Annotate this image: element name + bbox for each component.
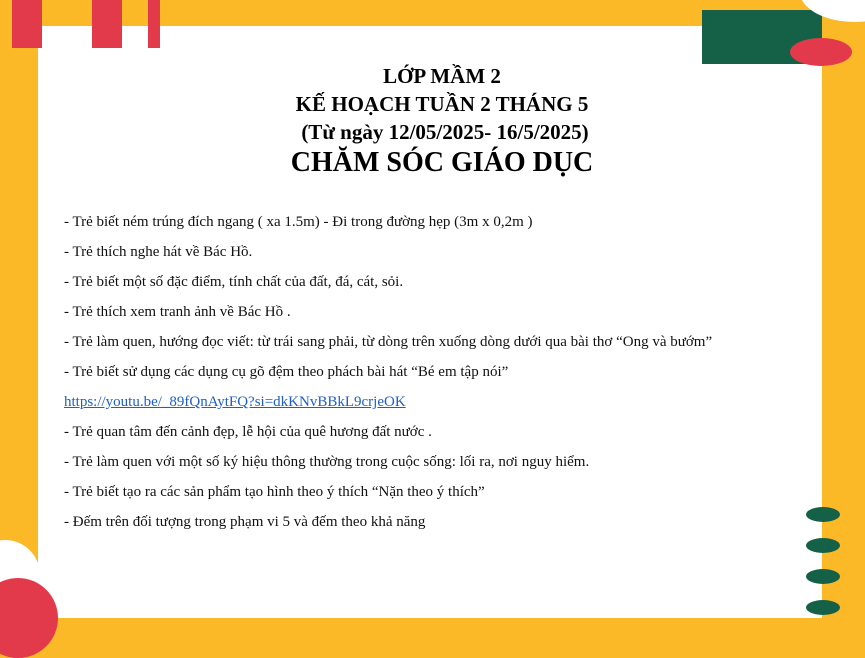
goal-item-modeling: - Trẻ biết tạo ra các sản phẩm tạo hình theo ý thích “Nặn theo ý thích”: [64, 484, 485, 500]
goal-item-signs: - Trẻ làm quen với một số ký hiệu thông thường trong cuộc sống: lối ra, nơi nguy hiểm.: [64, 454, 590, 470]
goal-item-festivals: - Trẻ quan tâm đến cảnh đẹp, lễ hội của quê hương đất nước .: [64, 424, 432, 440]
youtube-link-row: [64, 391, 824, 421]
plan-title: KẾ HOẠCH TUẦN 2 THÁNG 5: [295, 92, 589, 116]
class-name: LỚP MẦM 2: [383, 64, 501, 88]
heading-block: [38, 62, 822, 180]
section-title: CHĂM SÓC GIÁO DỤC: [290, 147, 594, 178]
goal-item-percussion: - Trẻ biết sử dụng các dụng cụ gõ đệm theo phách bài hát “Bé em tập nói”: [64, 364, 509, 380]
goal-item-counting: - Đếm trên đối tượng trong phạm vi 5 và đếm theo khả năng: [64, 514, 426, 530]
goal-list: [64, 211, 824, 541]
decor-red-bar-2: [92, 0, 122, 48]
goal-item-reading: - Trẻ làm quen, hướng đọc viết: từ trái sang phải, từ dòng trên xuống dòng dưới qua bài thơ “Ong và bướm”: [64, 334, 713, 350]
decor-green-pill-4: [806, 600, 840, 615]
youtube-link[interactable]: https://youtu.be/_89fQnAytFQ?si=dkKNvBBkL9crjeOK: [64, 394, 406, 410]
decor-red-bar-1: [12, 0, 42, 48]
decor-red-bar-3: [148, 0, 160, 48]
goal-item-soil-stone: - Trẻ biết một số đặc điểm, tính chất của đất, đá, cát, sỏi.: [64, 274, 404, 290]
goal-item-pictures: - Trẻ thích xem tranh ảnh về Bác Hồ .: [64, 304, 291, 320]
goal-item-throwing: - Trẻ biết ném trúng đích ngang ( xa 1.5m) - Đi trong đường hẹp (3m x 0,2m ): [64, 214, 533, 230]
goal-item-singing: - Trẻ thích nghe hát về Bác Hồ.: [64, 244, 253, 260]
decor-green-pill-3: [806, 569, 840, 584]
date-range: (Từ ngày 12/05/2025- 16/5/2025): [301, 120, 589, 144]
